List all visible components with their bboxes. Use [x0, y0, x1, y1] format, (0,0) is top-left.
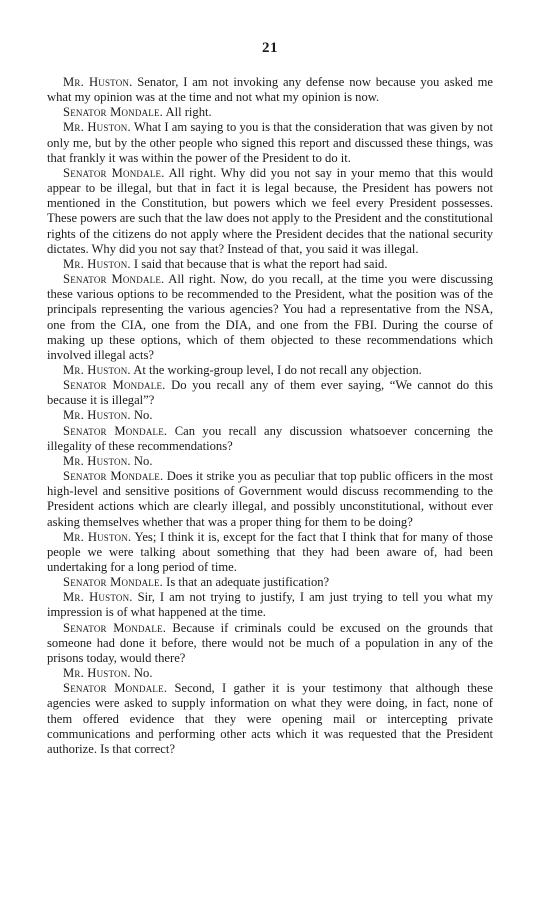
speaker-name: Senator Mondale.	[63, 575, 164, 590]
speaker-name: Mr. Huston.	[63, 362, 131, 377]
testimony-text: All right.	[163, 105, 212, 120]
speaker-name: Mr. Huston.	[63, 590, 133, 605]
testimony-text: Do you recall any of them ever saying, “We cannot do this because it is illegal”?	[47, 378, 494, 408]
testimony-text: No.	[130, 408, 153, 423]
speaker-name: Senator Mondale.	[63, 105, 164, 120]
testimony-text: Sir, I am not trying to justify, I am just trying to tell you what my impression is of what happened at the time.	[47, 590, 493, 620]
speaker-name: Senator Mondale.	[63, 165, 165, 180]
transcript-paragraph	[47, 454, 493, 469]
testimony-text: At the working-group level, I do not recall any objection.	[130, 362, 422, 377]
testimony-text: I said that because that is what the report had said.	[130, 256, 388, 271]
speaker-name: Mr. Huston.	[63, 75, 133, 89]
testimony-text: Second, I gather it is your testimony that although these agencies were asked to supply information on what they were doing, in fact, none of them offered evidence that they were opening mail or intercepting private communications and performing other acts which it was requested that the President authorize. Is that correct?	[47, 681, 494, 756]
transcript-paragraph	[47, 75, 493, 105]
testimony-text: Because if criminals could be excused on the grounds that someone had done it before, there would not be much of a population in any of the prisons today, would there?	[47, 620, 494, 665]
speaker-name: Mr. Huston.	[63, 256, 131, 271]
speaker-name: Mr. Huston.	[63, 529, 132, 544]
testimony-text: What I am saying to you is that the consideration that was given by not only me, but by the other people who signed this report and discussed these things, was that frankly it was within the power of the President to do it.	[47, 120, 493, 165]
speaker-name: Senator Mondale.	[63, 378, 166, 393]
speaker-name: Senator Mondale.	[63, 681, 168, 696]
page-number: 21	[262, 40, 278, 56]
transcript-paragraph	[47, 424, 493, 454]
speaker-name: Senator Mondale.	[63, 423, 168, 438]
transcript-paragraph	[47, 363, 493, 378]
speaker-name: Senator Mondale.	[63, 620, 167, 635]
transcript-paragraph	[47, 378, 493, 408]
speaker-name: Mr. Huston.	[63, 120, 131, 135]
testimony-text: Can you recall any discussion whatsoever concerning the illegality of these recommendations?	[47, 423, 494, 453]
speaker-name: Mr. Huston.	[63, 666, 131, 681]
testimony-text: All right. Now, do you recall, at the time you were discussing these various options to be recommended to the President, what the position was of the principals representing the various agencies? You had a representative from the NSA, one from the CIA, one from the DIA, and one from the FBI. During the course of making up these options, which of them objected to these recommendations which involved illegal acts?	[47, 272, 494, 362]
transcript-paragraph	[47, 120, 493, 165]
speaker-name: Mr. Huston.	[63, 408, 131, 423]
transcript-paragraph	[47, 590, 493, 620]
transcript-paragraph	[47, 105, 493, 120]
document-page	[47, 40, 493, 757]
transcript-paragraph	[47, 666, 493, 681]
testimony-text: No.	[130, 666, 153, 681]
testimony-text: Yes; I think it is, except for the fact that I think that for many of those people we were talking about something that they had been aware of, had been undertaking for a long period of time.	[47, 529, 494, 574]
transcript-paragraph	[47, 469, 493, 530]
testimony-text: No.	[130, 453, 153, 468]
transcript-paragraph	[47, 575, 493, 590]
testimony-text: Does it strike you as peculiar that top public officers in the most high-level and sensitive positions of Government would discuss recommending to the President actions which are clearly illegal, and possibly unconstitutional, without ever asking themselves whether that was a proper thing for them to be doing?	[47, 469, 493, 529]
speaker-name: Senator Mondale.	[63, 469, 164, 484]
transcript-paragraph	[47, 166, 493, 257]
speaker-name: Mr. Huston.	[63, 453, 131, 468]
transcript-paragraph	[47, 257, 493, 272]
speaker-name: Senator Mondale.	[63, 272, 165, 287]
transcript-paragraph	[47, 681, 493, 757]
testimony-text: All right. Why did you not say in your memo that this would appear to be illegal, but that in fact it is legal because, the President has powers not mentioned in the Constitution, but powers which we feel every President possesses. These powers are such that the law does not apply to the President and the constitutional rights of the citizens do not apply where the President decides that the national security dictates. Why did you not say that? Instead of that, you said it was illegal.	[47, 165, 493, 256]
transcript-paragraph	[47, 272, 493, 363]
transcript-paragraph	[47, 621, 493, 666]
testimony-text: Is that an adequate justification?	[163, 575, 330, 590]
transcript-paragraph	[47, 530, 493, 575]
testimony-text: Senator, I am not invoking any defense now because you asked me what my opinion was at the time and not what my opinion is now.	[47, 75, 493, 105]
transcript-paragraph	[47, 408, 493, 423]
